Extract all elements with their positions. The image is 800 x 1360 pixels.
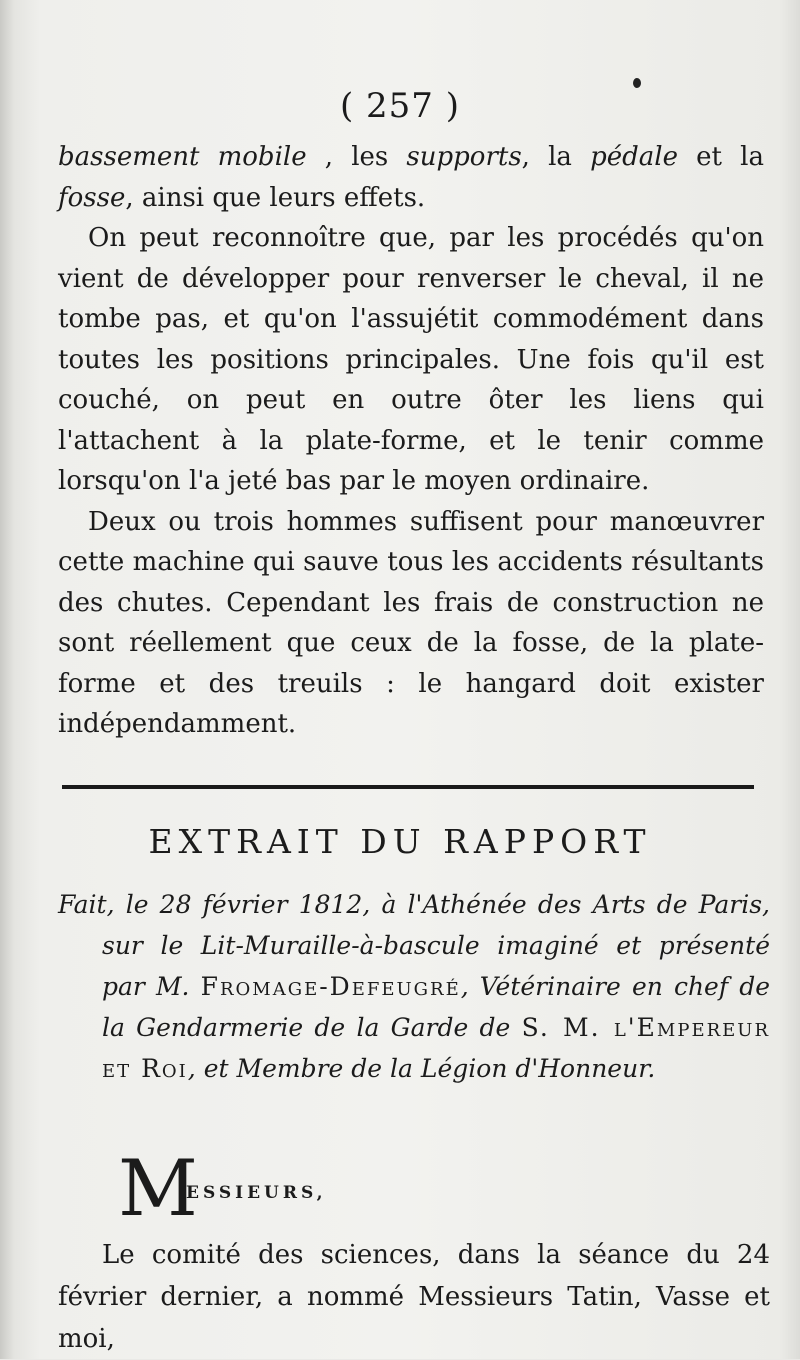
author-name: Fromage-Defeugré [200,972,461,1001]
letter-paragraph: Le comité des sciences, dans la séance du 24 février dernier, a nommé Messieurs Tatin, Vasse et moi, [58,1240,770,1354]
section-divider [62,785,754,789]
term-pedale: pédale [590,142,678,172]
term-supports: supports [406,142,522,172]
letter-body [58,1234,770,1360]
section-heading: EXTRAIT DU RAPPORT [148,822,652,861]
report-subtitle [58,884,770,1089]
text-fragment: , la [521,142,591,172]
salutation: ESSIEURS, [186,1183,327,1203]
term-bassement-mobile: bassement mobile [58,142,307,172]
emperor-title: S. M. l'Empereur et Roi [102,1013,771,1083]
page-number: ( 257 ) [339,86,461,126]
subtitle-part: , Vétérinaire en chef de la Gendarmerie de la Garde de [102,972,770,1042]
text-fragment: et la [678,142,764,172]
subtitle-part: , et Membre de la Légion d'Honneur. [187,1054,656,1083]
term-fosse: fosse [58,182,126,213]
paragraph-manoeuvrer: Deux ou trois hommes suffisent pour manœuvrer cette machine qui sauve tous les accidents résultants des chutes. Cependant les frais de construction ne sont réellement que ceux de la fosse, de la plate-forme et des treuils : le hangard doit exister indépendamment. [58,506,764,739]
subtitle-part: Fait, le 28 février 1812, à l'Athénée des Arts de Paris, sur le Lit-Muraille-à-bascule imaginé et présenté par M. [58,890,770,1001]
continued-text [58,137,764,745]
drop-cap: M [118,1144,198,1234]
subtitle-text [58,884,770,1089]
text-fragment: , ainsi que leurs effets. [125,182,426,213]
paragraph-renverser: On peut reconnoître que, par les procédés qu'on vient de développer pour renverser le cheval, il ne tombe pas, et qu'on l'assujétit commodément dans toutes les positions principales. Une fois qu'il est couché, on peut en outre ôter les liens qui l'attachent à la plate-forme, et le tenir comme lorsqu'on l'a jeté bas par le moyen ordinaire. [58,223,764,496]
ink-spot [633,78,641,88]
paragraph-continuation [58,137,764,218]
text-fragment: , les [306,142,407,172]
